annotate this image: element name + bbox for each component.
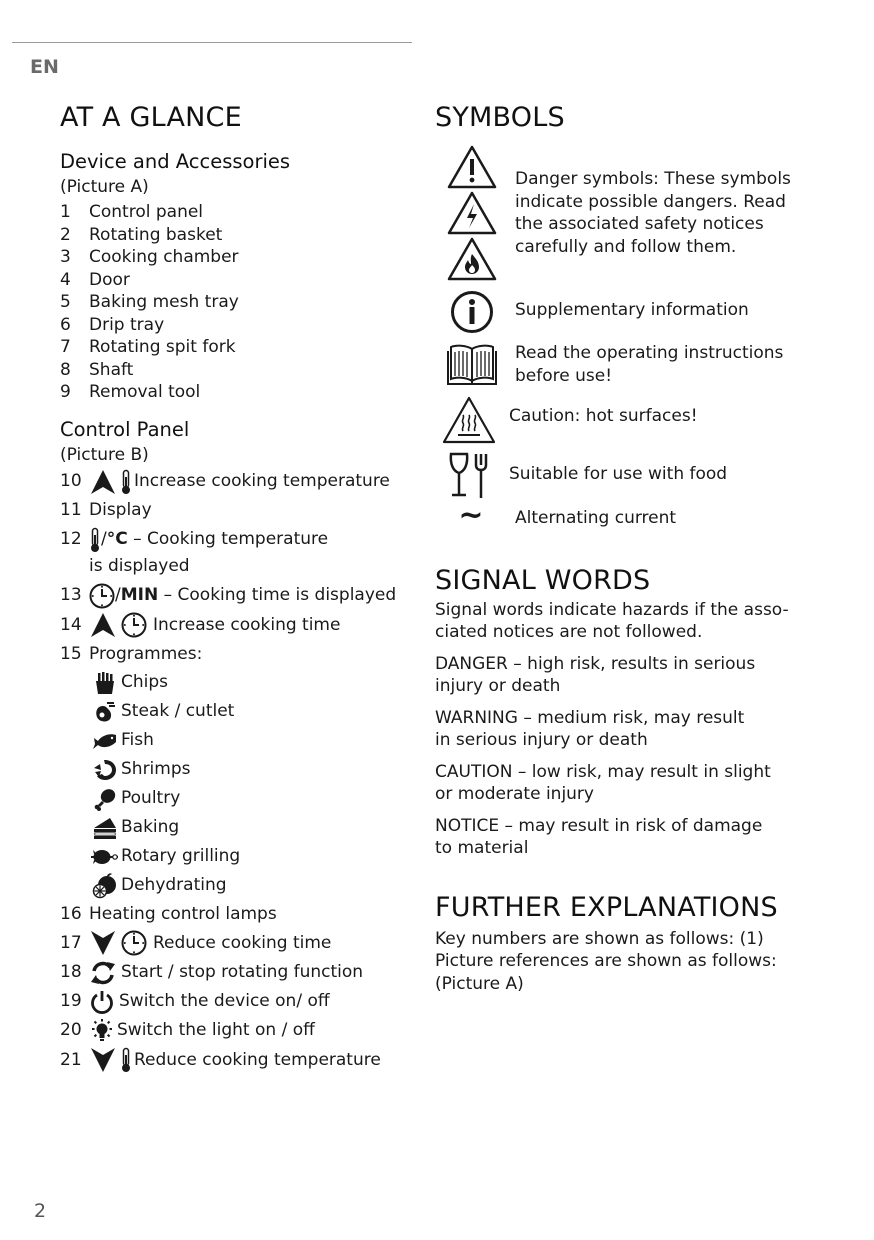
- list-item: 20 Switch the light on / off: [60, 1016, 410, 1045]
- thermometer-icon: [89, 527, 101, 553]
- arrow-up-icon: [89, 611, 117, 639]
- list-item: 13 / MIN – Cooking time is displayed: [60, 581, 410, 610]
- at-a-glance-section: [60, 102, 410, 1075]
- info-symbol-row: [435, 290, 835, 334]
- manual-symbol-text: Read the operating instructions before use!: [515, 343, 784, 386]
- list-item: 5 Baking mesh tray: [60, 292, 239, 312]
- list-item: 16 Heating control lamps: [60, 903, 277, 924]
- list-item: 11 Display: [60, 500, 152, 521]
- info-symbol-text: Supplementary information: [515, 300, 749, 320]
- programme-item: Baking: [60, 813, 410, 842]
- arrow-down-icon: [89, 1046, 117, 1074]
- list-item: 10 Increase cooking temperature: [60, 467, 410, 497]
- language-label: EN: [30, 56, 59, 78]
- clock-icon: [89, 583, 115, 609]
- signal-word-entry: DANGER – high risk, results in serious injury or death: [435, 653, 756, 696]
- programme-item: Rotary grilling: [60, 842, 410, 871]
- list-item: 18 Start / stop rotating function: [60, 958, 410, 987]
- food-safe-text: Suitable for use with food: [509, 464, 728, 484]
- further-explanations-section: FURTHER EXPLANATIONS Key numbers are shown as follows: (1) Picture references are shown as follows: (Picture A): [435, 892, 835, 996]
- list-item: 15 Programmes:: [60, 643, 203, 664]
- list-item: 17 Reduce cooking time: [60, 928, 410, 958]
- programme-item: Shrimps: [60, 755, 410, 784]
- signal-word-entry: CAUTION – low risk, may result in slight or moderate injury: [435, 761, 771, 804]
- danger-symbols-row: [435, 144, 835, 282]
- clock-icon: [121, 612, 147, 638]
- shrimp-icon: [89, 758, 121, 782]
- thermometer-icon: [120, 469, 132, 495]
- list-item-continued: is displayed: [89, 555, 190, 576]
- hot-surface-symbol-row: [435, 395, 835, 445]
- arrow-down-icon: [89, 929, 117, 957]
- cake-icon: [89, 816, 121, 840]
- list-item: 14 Increase cooking time: [60, 610, 410, 640]
- signal-words-title: SIGNAL WORDS: [435, 564, 651, 596]
- symbols-title: SYMBOLS: [435, 102, 565, 133]
- ac-text: Alternating current: [515, 508, 677, 528]
- thermometer-icon: [120, 1047, 132, 1073]
- rotisserie-icon: [89, 846, 121, 868]
- page-number: 2: [34, 1200, 47, 1222]
- list-item: 4 Door: [60, 269, 130, 290]
- manual-book-icon: [446, 342, 498, 386]
- chips-icon: [89, 671, 121, 695]
- list-item: 21 Reduce cooking temperature: [60, 1045, 410, 1075]
- device-list: [60, 201, 410, 404]
- fish-icon: [89, 730, 121, 752]
- hot-surface-icon: [441, 395, 497, 445]
- signal-word-entry: NOTICE – may result in risk of damage to material: [435, 815, 763, 858]
- programme-item: Poultry: [60, 784, 410, 813]
- poultry-icon: [89, 787, 121, 811]
- clock-icon: [121, 930, 147, 956]
- picture-a-ref: (Picture A): [60, 177, 149, 197]
- list-item: 1 Control panel: [60, 202, 204, 222]
- signal-word-entry: WARNING – medium risk, may result in serious injury or death: [435, 707, 745, 750]
- arrow-up-icon: [89, 468, 117, 496]
- power-icon: [89, 989, 115, 1015]
- control-panel-heading: Control Panel: [60, 417, 190, 441]
- fire-hazard-icon: [446, 236, 498, 282]
- programme-item: Steak / cutlet: [60, 697, 410, 726]
- danger-symbols-text: Danger symbols: These symbols indicate possible dangers. Read the associated safety notices carefully and follow them.: [515, 169, 791, 257]
- manual-symbol-row: [435, 342, 835, 387]
- ac-symbol-row: [435, 498, 835, 533]
- further-explanations-title: FURTHER EXPLANATIONS: [435, 891, 778, 923]
- warning-icon: [446, 144, 498, 190]
- dehydrate-icon: [89, 873, 121, 899]
- programme-item: Fish: [60, 726, 410, 755]
- alternating-current-icon: ~: [458, 498, 484, 533]
- electric-shock-icon: [446, 190, 498, 236]
- programmes-list: [60, 668, 410, 900]
- programme-item: Chips: [60, 668, 410, 697]
- steak-icon: [89, 700, 121, 724]
- list-item: 19 Switch the device on/ off: [60, 987, 410, 1016]
- food-safe-icon: [446, 451, 492, 501]
- list-item: 6 Drip tray: [60, 314, 165, 335]
- list-item: 7 Rotating spit fork: [60, 337, 236, 357]
- programme-item: Dehydrating: [60, 871, 410, 900]
- right-column: [435, 102, 835, 995]
- hot-surface-text: Caution: hot surfaces!: [509, 406, 698, 426]
- header-divider: [12, 42, 412, 43]
- at-a-glance-title: AT A GLANCE: [60, 102, 242, 133]
- list-item: 12 / °C – Cooking temperature: [60, 525, 410, 555]
- list-item: 9 Removal tool: [60, 382, 201, 402]
- device-accessories-heading: Device and Accessories: [60, 150, 291, 173]
- danger-icons: [435, 144, 509, 282]
- food-safe-symbol-row: [435, 451, 835, 501]
- picture-b-ref: (Picture B): [60, 444, 149, 465]
- rotate-icon: [89, 960, 117, 986]
- list-item: 2 Rotating basket: [60, 224, 223, 245]
- info-icon: [450, 290, 494, 334]
- control-list: [60, 467, 410, 1076]
- list-item: 8 Shaft: [60, 359, 134, 380]
- list-item: 3 Cooking chamber: [60, 247, 239, 267]
- signal-words-section: SIGNAL WORDS Signal words indicate hazards if the asso- ciated notices are not followed. DANGER – high risk, results in serious injury or death WARNING – medium risk, may result in serious injury or death CAUTION – low risk, may result in slight or moderate injury NOTICE – may result in risk of damage to material: [435, 565, 835, 860]
- light-icon: [89, 1018, 115, 1044]
